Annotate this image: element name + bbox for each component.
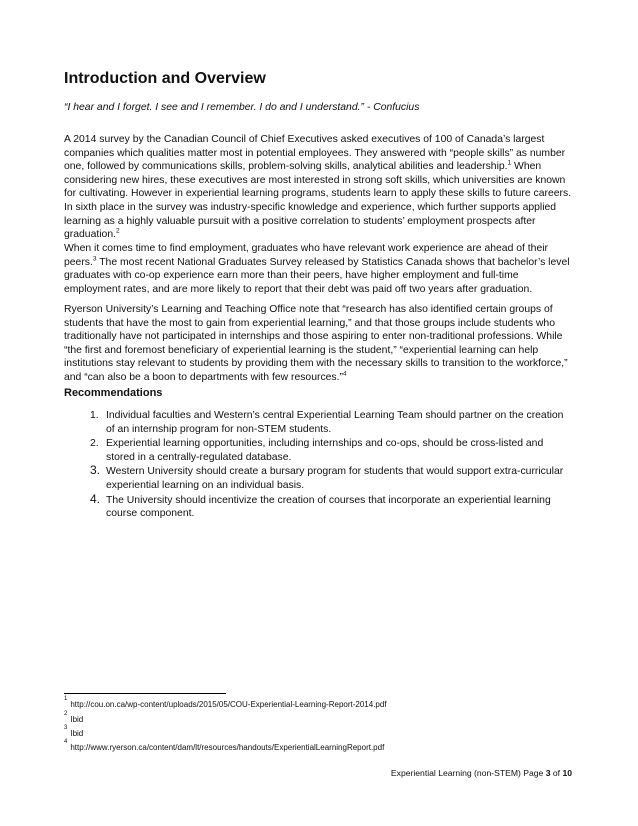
- footnote: [64, 711, 84, 725]
- paragraph-text: When it comes time to find employment, graduates who have relevant work experience are ahead of their peers.: [64, 243, 548, 268]
- footnote-divider: [64, 693, 226, 694]
- list-item: [64, 437, 572, 464]
- paragraph-text: When considering new hires, these executives are most interested in strong soft skills, which universities are known for cultivating. However in experiential learning programs, students learn to apply these skills to future careers. In sixth place in the survey was industry-specific knowledge and experience, which further supports applied learning as a highly valuable pursuit with a positive correlation to students’ employment prospects after graduation.: [64, 161, 572, 241]
- paragraph-ryerson: [64, 303, 572, 385]
- list-item: [64, 491, 572, 521]
- paragraph-text: A 2014 survey by the Canadian Council of Chief Executives asked executives of 100 of Canada’s largest companies which qualities matter most in potential employees. They answered with “people skills” as number one, followed by communications skills, problem-solving skills, analytical abilities and leadership.: [64, 134, 566, 173]
- footnote-number: 3: [64, 725, 68, 732]
- paragraph-survey: [64, 133, 572, 242]
- footnote-link[interactable]: http://www.ryerson.ca/content/dam/lt/resources/handouts/ExperientialLearningReport.pdf: [70, 743, 385, 752]
- recommendations-heading: Recommendations: [64, 387, 163, 399]
- footnote-text: Ibid: [70, 715, 84, 724]
- footnote-number: 4: [64, 739, 68, 746]
- footnote-ref[interactable]: 2: [116, 227, 120, 235]
- footer-of: of: [550, 768, 563, 778]
- page-number: 3: [545, 768, 551, 778]
- list-item: [64, 465, 572, 492]
- footnote-ref[interactable]: 3: [92, 255, 97, 263]
- page-title: Introduction and Overview: [64, 70, 266, 87]
- paragraph-employment: [64, 242, 572, 296]
- footnote: [64, 725, 84, 739]
- footnote-number: 1: [64, 696, 68, 703]
- list-number: 3.: [90, 463, 101, 478]
- recommendations-list: [64, 409, 572, 522]
- list-item-text: Individual faculties and Western’s central Experiential Learning Team should partner on the creation of an internship program for non-STEM students.: [106, 410, 564, 435]
- paragraph-text: The most recent National Graduates Survey released by Statistics Canada shows that bachelor’s level graduates with co-op experience earn more than their peers, have higher employment and full-time employment rates, and are more likely to report that their debt was paid off two years after graduation.: [64, 256, 570, 295]
- footnote: [64, 696, 387, 710]
- list-number: 4.: [90, 491, 101, 506]
- footer-label: Experiential Learning (non-STEM) Page: [390, 768, 546, 778]
- footnote: [64, 739, 385, 753]
- list-item-text: Experiential learning opportunities, including internships and co-ops, should be cross-listed and stored in a centrally-regulated database.: [106, 438, 544, 463]
- list-item: [64, 409, 572, 436]
- epigraph-quote: “I hear and I forget. I see and I remember. I do and I understand.” - Confucius: [64, 102, 420, 113]
- footnote-ref[interactable]: 1: [507, 159, 512, 167]
- footnote-number: 2: [64, 711, 68, 718]
- page-footer: [391, 768, 572, 778]
- list-number: 1.: [90, 410, 99, 421]
- list-item-text: The University should incentivize the creation of courses that incorporate an experiential learning course component.: [106, 494, 551, 520]
- page-total: 10: [562, 768, 572, 778]
- footnote-link[interactable]: http://cou.on.ca/wp-content/uploads/2015/05/COU-Experiential-Learning-Report-2014.pdf: [70, 700, 387, 709]
- list-number: 2.: [90, 438, 99, 450]
- paragraph-text: Ryerson University’s Learning and Teaching Office note that “research has also identified certain groups of students that have the most to gain from experiential learning,” and that those groups include students who traditionally have not participated in internships and those aspiring to enter non-traditional professions. While “the first and foremost beneficiary of experiential learning is the student,” “experiential learning can help institutions stay relevant to students by providing them with the necessary skills to transition to the workforce,” and “can also be a boon to departments with few resources.”: [64, 304, 568, 383]
- list-item-text: Western University should create a bursary program for students that would support extra-curricular experiential learning on an individual basis.: [106, 466, 564, 491]
- footnote-ref[interactable]: 4: [342, 370, 347, 378]
- footnote-text: Ibid: [70, 729, 84, 738]
